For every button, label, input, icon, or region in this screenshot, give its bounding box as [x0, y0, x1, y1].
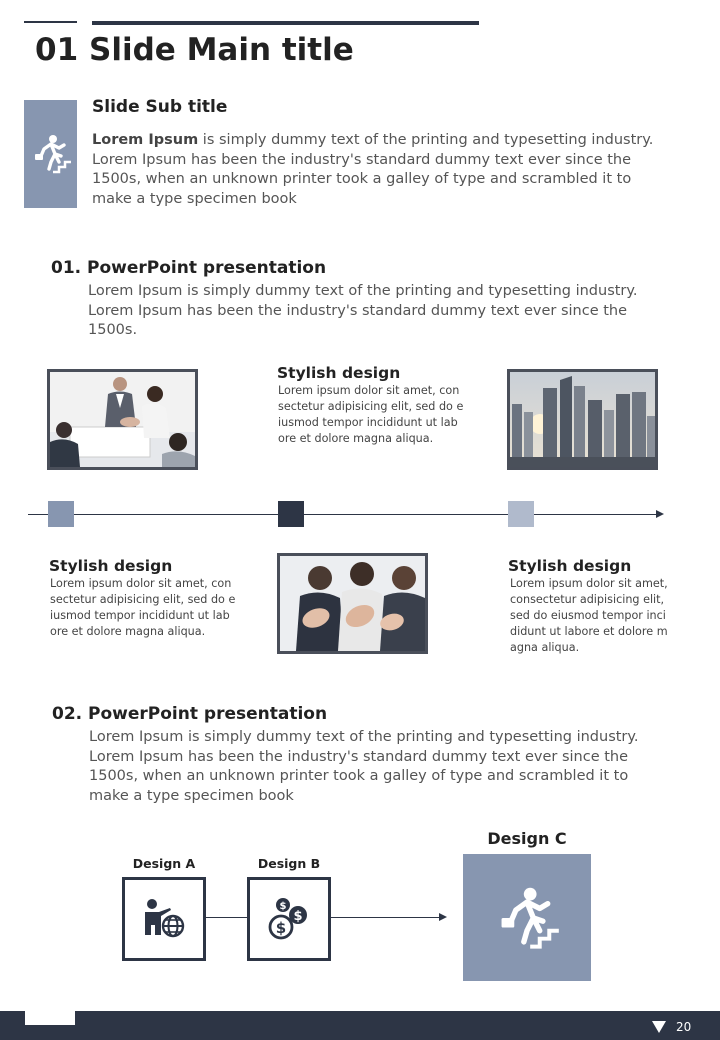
timeline-arrowhead [656, 510, 664, 518]
footer-triangle-icon [652, 1021, 666, 1033]
photo-city-skyline [507, 369, 658, 470]
design-a-label: Design A [132, 856, 196, 871]
section1-title: 01. PowerPoint presentation [51, 258, 327, 278]
intro-subtitle: Slide Sub title [92, 97, 228, 117]
header-rule-short [24, 21, 77, 23]
connector-a-b [206, 917, 247, 918]
slide-number: 01 [35, 32, 79, 68]
running-up-stairs-icon [492, 883, 562, 953]
intro-text: is simply dummy text of the printing and typesetting industry. Lorem Ipsum has been the industry's standard dummy text ever since the 1500s, when an unknown printer took a galley of type and scrambled it to make a type specimen book [92, 132, 654, 207]
design-c-box [463, 854, 591, 981]
bottom-right-text: Lorem ipsum dolor sit amet, consectetur adipisicing elit, sed do eiusmod tempor incididunt ut labore et dolore magna aliqua. [510, 577, 668, 654]
section2-title: 02. PowerPoint presentation [52, 704, 328, 724]
presenter-globe-icon [140, 895, 188, 943]
section2-paragraph: Lorem Ipsum is simply dummy text of the printing and typesetting industry. Lorem Ipsum has been the industry's standard dummy text ever since the 1500s, when an unknown printer took a galley of type and scrambled it to make a type specimen book [89, 729, 639, 804]
dollar-coins-icon [265, 895, 313, 943]
section1-paragraph: Lorem Ipsum is simply dummy text of the printing and typesetting industry. Lorem Ipsum has been the industry's standard dummy text ever since the 1500s. [88, 283, 638, 338]
design-b-label: Design B [257, 856, 321, 871]
intro-bold-lead: Lorem Ipsum [92, 132, 199, 148]
design-a-box [122, 877, 206, 961]
footer-tab [25, 1005, 75, 1025]
timeline-marker-1 [48, 501, 74, 527]
connector-b-c [331, 917, 441, 918]
svg-text:$: $ [275, 919, 287, 937]
page-title: Slide Main title [89, 32, 354, 68]
page-number: 20 [676, 1020, 692, 1034]
svg-text:$: $ [293, 909, 303, 924]
design-c-label: Design C [487, 829, 567, 848]
timeline-marker-2 [278, 501, 304, 527]
intro-icon-tile [24, 100, 77, 208]
design-b-box [247, 877, 331, 961]
svg-text:$: $ [279, 901, 287, 912]
top-center-text: Lorem ipsum dolor sit amet, consectetur adipisicing elit, sed do eiusmod tempor incididunt ut labore et dolore magna aliqua. [278, 384, 464, 445]
bottom-left-text: Lorem ipsum dolor sit amet, consectetur adipisicing elit, sed do eiusmod tempor incididunt ut labore et dolore magna aliqua. [50, 577, 236, 638]
connector-arrowhead [439, 913, 447, 921]
top-center-title: Stylish design [277, 364, 401, 382]
photo-business-handshake [47, 369, 198, 470]
footer-bar [0, 1011, 720, 1040]
intro-paragraph [92, 131, 662, 209]
timeline-axis [28, 514, 660, 515]
bottom-right-title: Stylish design [508, 557, 632, 575]
running-up-stairs-icon [29, 132, 73, 176]
bottom-left-title: Stylish design [49, 557, 173, 575]
header-rule-long [92, 21, 479, 25]
timeline-marker-3 [508, 501, 534, 527]
photo-applause [277, 553, 428, 654]
